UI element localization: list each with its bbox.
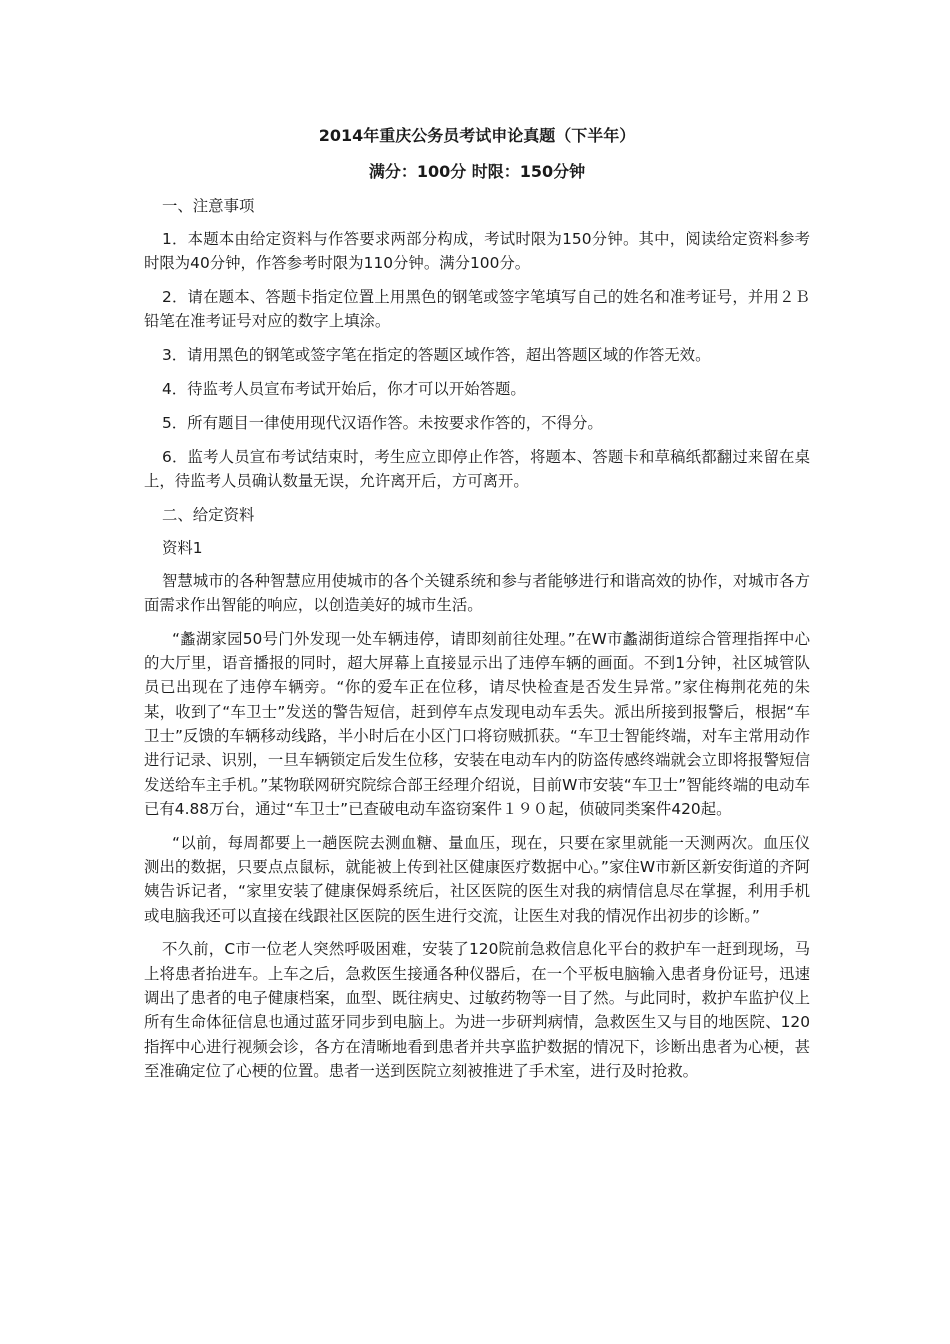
note-item: 3．请用黑色的钢笔或签字笔在指定的答题区域作答，超出答题区域的作答无效。 [162, 346, 711, 365]
section-heading-notes: 一、注意事项 [162, 197, 255, 215]
material-paragraph: 不久前，C市一位老人突然呼吸困难，安装了120院前急救信息化平台的救护车一赶到现场，马上将患者抬进车。上车之后，急救医生接通各种仪器后，在一个平板电脑输入患者身份证号，迅速调出了患者的电子健康档案，血型、既往病史、过敏药物等一目了然。与此同时，救护车监护仪上所有生命体征信息也通过蓝牙同步到电脑上。为进一步研判病情，急救医生又与目的地医院、120指挥中心进行视频会诊，各方在清晰地看到患者并共享监护数据的情况下，诊断出患者为心梗，甚至准确定位了心梗的位置。患者一送到医院立刻被推进了手术室，进行及时抢救。 [144, 940, 810, 1080]
note-item: 2．请在题本、答题卡指定位置上用黑色的钢笔或签字笔填写自己的姓名和准考证号，并用２Ｂ铅笔在准考证号对应的数字上填涂。 [144, 288, 810, 331]
note-item: 4．待监考人员宣布考试开始后，你才可以开始答题。 [162, 379, 526, 398]
document-title: 2014年重庆公务员考试申论真题（下半年） [318, 126, 636, 145]
material-paragraph: 智慧城市的各种智慧应用使城市的各个关键系统和参与者能够进行和谐高效的协作，对城市各方面需求作出智能的响应，以创造美好的城市生活。 [144, 571, 810, 614]
document-subtitle: 满分：100分 时限：150分钟 [368, 162, 586, 181]
material-paragraph: “蠡湖家园50号门外发现一处车辆违停，请即刻前往处理。”在W市蠡湖街道综合管理指挥中心的大厅里，语音播报的同时，超大屏幕上直接显示出了违停车辆的画面。不到1分钟，社区城管队员已出现在了违停车辆旁。“你的爱车正在位移，请尽快检查是否发生异常。”家住梅荆花苑的朱某，收到了“车卫士”发送的警告短信，赶到停车点发现电动车丢失。派出所接到报警后，根据“车卫士”反馈的车辆移动线路，半小时后在小区门口将窃贼抓获。“车卫士智能终端，对车主常用动作进行记录、识别，一旦车辆锁定后发生位移，安装在电动车内的防盗传感终端就会立即将报警短信发送给车主手机。”某物联网研究院综合部王经理介绍说，目前W市安装“车卫士”智能终端的电动车已有4.88万台，通过“车卫士”已查破电动车盗窃案件１９０起，侦破同类案件420起。 [144, 629, 810, 818]
note-item: 5．所有题目一律使用现代汉语作答。未按要求作答的，不得分。 [162, 413, 603, 432]
material-label: 资料1 [162, 538, 203, 557]
document-body [144, 124, 810, 1093]
material-paragraph: “以前，每周都要上一趟医院去测血糖、量血压，现在，只要在家里就能一天测两次。血压仪测出的数据，只要点点鼠标，就能被上传到社区健康医疗数据中心。”家住W市新区新安街道的齐阿姨告诉记者，“家里安装了健康保姆系统后，社区医院的医生对我的病情信息尽在掌握，利用手机或电脑我还可以直接在线跟社区医院的医生进行交流，让医生对我的情况作出初步的诊断。” [144, 833, 810, 925]
section-heading-materials: 二、给定资料 [162, 505, 255, 524]
note-item: 1．本题本由给定资料与作答要求两部分构成，考试时限为150分钟。其中，阅读给定资料参考时限为40分钟，作答参考时限为110分钟。满分100分。 [144, 230, 810, 273]
note-item: 6．监考人员宣布考试结束时，考生应立即停止作答，将题本、答题卡和草稿纸都翻过来留在桌上，待监考人员确认数量无误，允许离开后，方可离开。 [144, 447, 810, 490]
